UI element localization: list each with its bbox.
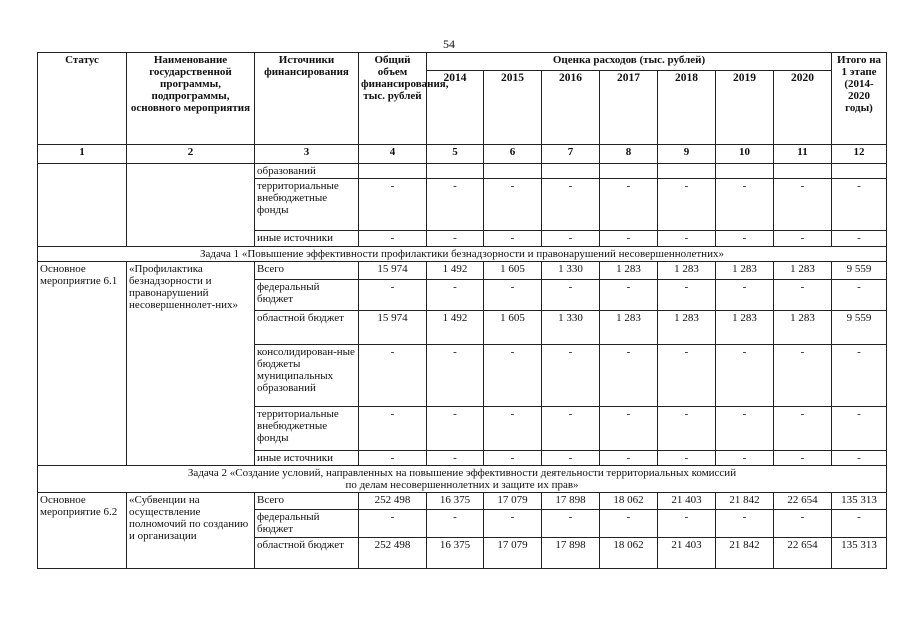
- value-cell: -: [658, 510, 716, 538]
- header-stage-total: Итого на 1 этапе (2014-2020 годы): [832, 53, 887, 145]
- value-cell: [542, 164, 600, 179]
- value-cell: -: [427, 179, 484, 231]
- value-cell: -: [484, 451, 542, 466]
- value-cell: 22 654: [774, 538, 832, 569]
- value-cell: -: [427, 345, 484, 407]
- value-cell: -: [427, 231, 484, 247]
- value-cell: -: [359, 510, 427, 538]
- value-cell: [832, 164, 887, 179]
- value-cell: 1 283: [774, 262, 832, 280]
- value-cell: -: [359, 280, 427, 311]
- value-cell: 252 498: [359, 538, 427, 569]
- value-cell: 17 898: [542, 493, 600, 510]
- value-cell: 1 492: [427, 262, 484, 280]
- value-cell: [658, 164, 716, 179]
- value-cell: 135 313: [832, 538, 887, 569]
- source-cell: иные источники: [255, 231, 359, 247]
- value-cell: -: [600, 345, 658, 407]
- value-cell: 135 313: [832, 493, 887, 510]
- value-cell: -: [774, 345, 832, 407]
- value-cell: -: [658, 280, 716, 311]
- header-estimate: Оценка расходов (тыс. рублей): [427, 53, 832, 71]
- value-cell: 1 283: [716, 262, 774, 280]
- source-cell: областной бюджет: [255, 538, 359, 569]
- column-number: 10: [716, 145, 774, 164]
- value-cell: -: [658, 179, 716, 231]
- value-cell: -: [716, 179, 774, 231]
- value-cell: -: [600, 280, 658, 311]
- column-number: 12: [832, 145, 887, 164]
- value-cell: 1 605: [484, 262, 542, 280]
- source-cell: Всего: [255, 262, 359, 280]
- status-cell: [38, 164, 127, 247]
- name-cell: «Субвенции на осуществление полномочий по созданию и организации: [127, 493, 255, 569]
- task-row: [38, 247, 887, 262]
- column-number: 11: [774, 145, 832, 164]
- value-cell: 1 330: [542, 262, 600, 280]
- value-cell: -: [484, 231, 542, 247]
- header-year: 2020: [774, 71, 832, 145]
- value-cell: [427, 164, 484, 179]
- value-cell: -: [542, 451, 600, 466]
- value-cell: -: [658, 231, 716, 247]
- value-cell: 21 403: [658, 493, 716, 510]
- value-cell: -: [716, 451, 774, 466]
- value-cell: 21 842: [716, 538, 774, 569]
- source-cell: иные источники: [255, 451, 359, 466]
- value-cell: 1 605: [484, 311, 542, 345]
- budget-table: [37, 52, 887, 569]
- task-row: [38, 466, 887, 493]
- page-number: 54: [443, 37, 455, 51]
- column-number: 4: [359, 145, 427, 164]
- column-number: 2: [127, 145, 255, 164]
- source-cell: областной бюджет: [255, 311, 359, 345]
- source-cell: Всего: [255, 493, 359, 510]
- value-cell: -: [542, 510, 600, 538]
- header-year: 2017: [600, 71, 658, 145]
- source-cell: федеральный бюджет: [255, 510, 359, 538]
- value-cell: 21 842: [716, 493, 774, 510]
- value-cell: -: [774, 231, 832, 247]
- value-cell: -: [427, 451, 484, 466]
- table-row: [38, 493, 887, 510]
- column-number: 8: [600, 145, 658, 164]
- value-cell: 9 559: [832, 311, 887, 345]
- value-cell: -: [832, 179, 887, 231]
- value-cell: 1 283: [658, 262, 716, 280]
- value-cell: -: [359, 179, 427, 231]
- value-cell: -: [359, 231, 427, 247]
- value-cell: -: [774, 407, 832, 451]
- value-cell: 18 062: [600, 493, 658, 510]
- value-cell: 16 375: [427, 538, 484, 569]
- header-year: 2016: [542, 71, 600, 145]
- value-cell: -: [716, 280, 774, 311]
- value-cell: -: [716, 510, 774, 538]
- value-cell: 1 492: [427, 311, 484, 345]
- value-cell: -: [359, 451, 427, 466]
- source-cell: консолидирован-ные бюджеты муниципальных образований: [255, 345, 359, 407]
- value-cell: 1 330: [542, 311, 600, 345]
- value-cell: [774, 164, 832, 179]
- column-number: 3: [255, 145, 359, 164]
- task-title-line: по делам несовершеннолетних и защите их прав»: [345, 479, 579, 491]
- value-cell: 17 898: [542, 538, 600, 569]
- value-cell: [359, 164, 427, 179]
- value-cell: -: [484, 510, 542, 538]
- value-cell: -: [832, 231, 887, 247]
- value-cell: 16 375: [427, 493, 484, 510]
- header-year: 2018: [658, 71, 716, 145]
- value-cell: 15 974: [359, 311, 427, 345]
- status-cell: Основное мероприятие 6.1: [38, 262, 127, 466]
- value-cell: -: [774, 451, 832, 466]
- task-title-line: Задача 2 «Создание условий, направленных на повышение эффективности деятельности территориальных комиссий: [187, 467, 737, 479]
- value-cell: -: [484, 280, 542, 311]
- value-cell: -: [600, 407, 658, 451]
- value-cell: -: [542, 231, 600, 247]
- value-cell: -: [832, 345, 887, 407]
- task-title: [38, 247, 887, 262]
- source-cell: федеральный бюджет: [255, 280, 359, 311]
- value-cell: [484, 164, 542, 179]
- value-cell: 1 283: [716, 311, 774, 345]
- value-cell: -: [774, 510, 832, 538]
- value-cell: -: [359, 407, 427, 451]
- value-cell: 1 283: [658, 311, 716, 345]
- value-cell: -: [832, 510, 887, 538]
- value-cell: -: [542, 280, 600, 311]
- value-cell: -: [542, 345, 600, 407]
- value-cell: 15 974: [359, 262, 427, 280]
- source-cell: территориальные внебюджетные фонды: [255, 179, 359, 231]
- value-cell: 17 079: [484, 538, 542, 569]
- value-cell: -: [359, 345, 427, 407]
- value-cell: -: [600, 231, 658, 247]
- value-cell: 252 498: [359, 493, 427, 510]
- value-cell: 1 283: [600, 262, 658, 280]
- value-cell: -: [832, 407, 887, 451]
- value-cell: -: [716, 345, 774, 407]
- header-year: 2015: [484, 71, 542, 145]
- source-cell: образований: [255, 164, 359, 179]
- value-cell: -: [774, 179, 832, 231]
- value-cell: -: [716, 231, 774, 247]
- value-cell: -: [658, 407, 716, 451]
- column-number: 1: [38, 145, 127, 164]
- value-cell: -: [774, 280, 832, 311]
- table-body: [38, 164, 887, 569]
- value-cell: [600, 164, 658, 179]
- header-year: 2019: [716, 71, 774, 145]
- value-cell: [716, 164, 774, 179]
- value-cell: 22 654: [774, 493, 832, 510]
- name-cell: [127, 164, 255, 247]
- value-cell: -: [484, 345, 542, 407]
- header-total: Общий объем финансирования, тыс. рублей: [359, 53, 427, 145]
- value-cell: -: [427, 510, 484, 538]
- task-title-line: Задача 1 «Повышение эффективности профилактики безнадзорности и правонарушений несовершеннолетних»: [200, 248, 724, 260]
- value-cell: -: [658, 345, 716, 407]
- source-cell: территориальные внебюджетные фонды: [255, 407, 359, 451]
- value-cell: -: [600, 510, 658, 538]
- header-sources: Источники финансирования: [255, 53, 359, 145]
- value-cell: -: [832, 280, 887, 311]
- value-cell: -: [484, 407, 542, 451]
- column-number: 6: [484, 145, 542, 164]
- header-status: Статус: [38, 53, 127, 145]
- header-name: Наименование государственной программы, подпрограммы, основного мероприятия: [127, 53, 255, 145]
- value-cell: -: [542, 407, 600, 451]
- value-cell: -: [427, 407, 484, 451]
- value-cell: 9 559: [832, 262, 887, 280]
- header-year: 2014: [427, 71, 484, 145]
- value-cell: 21 403: [658, 538, 716, 569]
- name-cell: «Профилактика безнадзорности и правонарушений несовершеннолет-них»: [127, 262, 255, 466]
- column-number: 7: [542, 145, 600, 164]
- value-cell: -: [716, 407, 774, 451]
- table-row: [38, 262, 887, 280]
- value-cell: -: [542, 179, 600, 231]
- table-row: [38, 164, 887, 179]
- value-cell: 17 079: [484, 493, 542, 510]
- value-cell: -: [600, 179, 658, 231]
- value-cell: 18 062: [600, 538, 658, 569]
- column-number: 9: [658, 145, 716, 164]
- column-number: 5: [427, 145, 484, 164]
- task-title: [38, 466, 887, 493]
- value-cell: -: [658, 451, 716, 466]
- value-cell: 1 283: [600, 311, 658, 345]
- value-cell: -: [600, 451, 658, 466]
- value-cell: -: [427, 280, 484, 311]
- value-cell: -: [832, 451, 887, 466]
- value-cell: -: [484, 179, 542, 231]
- value-cell: 1 283: [774, 311, 832, 345]
- status-cell: Основное мероприятие 6.2: [38, 493, 127, 569]
